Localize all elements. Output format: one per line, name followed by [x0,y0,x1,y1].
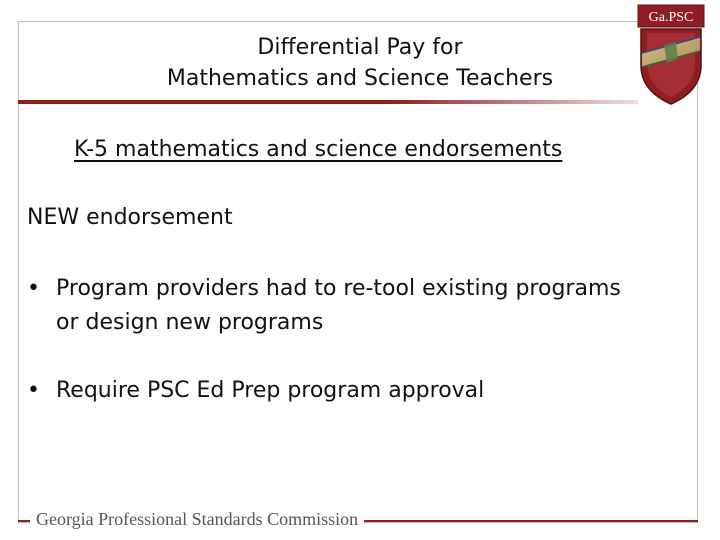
bullet-dot: • [27,378,40,403]
title-divider [18,100,638,104]
bullet-list [27,272,627,442]
content-heading: NEW endorsement [27,205,233,230]
bullet-text: Program providers had to re-tool existing programs or design new programs [56,276,621,335]
gapsc-logo [636,3,706,106]
bullet-item [27,374,627,408]
slide-title [60,32,660,94]
logo-text: Ga.PSC [648,10,694,25]
section-subtitle: K-5 mathematics and science endorsements [74,137,563,162]
title-line-2: Mathematics and Science Teachers [166,66,554,91]
footer-organization-name: Georgia Professional Standards Commission [30,509,364,530]
bullet-item [27,272,627,340]
bullet-text: Require PSC Ed Prep program approval [56,378,485,403]
bullet-dot: • [27,276,40,301]
title-line-1: Differential Pay for [257,35,463,60]
